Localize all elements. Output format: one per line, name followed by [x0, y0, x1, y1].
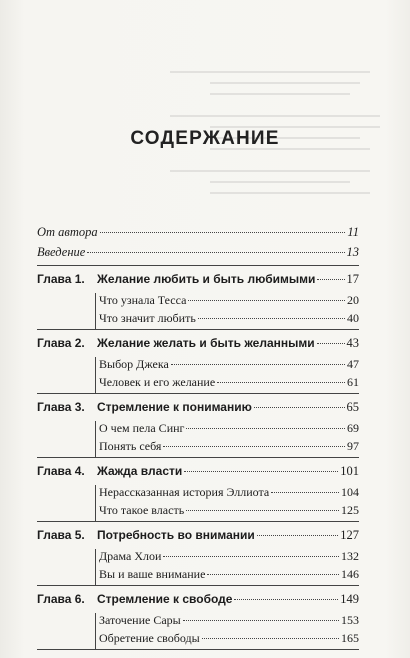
page-title: СОДЕРЖАНИЕ — [130, 128, 280, 149]
divider — [37, 649, 359, 650]
subsection-row — [99, 503, 359, 521]
subsection-label: Человек и его желание — [99, 375, 216, 389]
chapter-page: 127 — [340, 528, 359, 542]
chapter-block — [37, 272, 359, 330]
dot-leader — [234, 599, 338, 600]
chapter-page: 17 — [346, 272, 359, 286]
chapter-heading — [37, 464, 359, 485]
subsection-page: 69 — [347, 421, 359, 435]
toc-front-1 — [37, 245, 359, 265]
subsection-page: 132 — [341, 549, 359, 563]
chapter-title: Желание желать и быть желанными — [97, 336, 315, 350]
subsection-group — [95, 357, 359, 393]
dot-leader — [202, 638, 339, 639]
subsection-row — [99, 439, 359, 457]
subsection-group — [95, 549, 359, 585]
chapter-page: 149 — [340, 592, 359, 606]
chapter-block — [37, 400, 359, 458]
chapter-heading — [37, 400, 359, 421]
chapter-page: 101 — [340, 464, 359, 478]
subsection-group — [95, 613, 359, 649]
dot-leader — [271, 492, 339, 493]
chapter-number: Глава 4. — [37, 464, 85, 478]
dot-leader — [198, 318, 345, 319]
subsection-row — [99, 613, 359, 631]
subsection-label: Обретение свободы — [99, 631, 200, 645]
subsection-label: Что узнала Тесса — [99, 293, 187, 307]
subsection-group — [95, 421, 359, 457]
subsection-label: Выбор Джека — [99, 357, 169, 371]
chapter-number: Глава 6. — [37, 592, 85, 606]
chapter-number: Глава 5. — [37, 528, 85, 542]
subsection-page: 20 — [347, 293, 359, 307]
chapter-heading — [37, 592, 359, 613]
dot-leader — [186, 428, 345, 429]
subsection-row — [99, 375, 359, 393]
dot-leader — [100, 232, 346, 233]
subsection-page: 104 — [341, 485, 359, 499]
subsection-row — [99, 357, 359, 375]
subsection-label: О чем пела Синг — [99, 421, 185, 435]
subsection-row — [99, 631, 359, 649]
subsection-label: Что значит любить — [99, 311, 196, 325]
table-of-contents — [37, 225, 359, 650]
dot-leader — [317, 279, 344, 280]
chapter-block — [37, 336, 359, 394]
divider — [37, 585, 359, 586]
divider — [37, 393, 359, 394]
chapter-number: Глава 2. — [37, 336, 85, 350]
dot-leader — [184, 471, 338, 472]
subsection-page: 61 — [347, 375, 359, 389]
divider — [37, 329, 359, 330]
subsection-row — [99, 549, 359, 567]
dot-leader — [188, 300, 345, 301]
chapter-block — [37, 528, 359, 586]
dot-leader — [163, 446, 345, 447]
toc-front-0 — [37, 225, 359, 245]
subsection-page: 47 — [347, 357, 359, 371]
subsection-row — [99, 567, 359, 585]
chapter-title: Жажда власти — [97, 464, 183, 478]
dot-leader — [87, 252, 344, 253]
dot-leader — [183, 620, 339, 621]
toc-page: 11 — [347, 225, 359, 239]
subsection-row — [99, 485, 359, 503]
chapter-block — [37, 464, 359, 522]
toc-label: Введение — [37, 245, 86, 259]
subsection-label: Нерассказанная история Эллиота — [99, 485, 270, 499]
divider — [37, 265, 359, 266]
subsection-page: 146 — [341, 567, 359, 581]
subsection-page: 97 — [347, 439, 359, 453]
subsection-label: Заточение Сары — [99, 613, 181, 627]
subsection-row — [99, 421, 359, 439]
subsection-row — [99, 293, 359, 311]
subsection-group — [95, 485, 359, 521]
divider — [37, 521, 359, 522]
subsection-label: Драма Хлои — [99, 549, 162, 563]
dot-leader — [186, 510, 339, 511]
toc-page: 13 — [346, 245, 359, 259]
subsection-page: 125 — [341, 503, 359, 517]
chapter-heading — [37, 272, 359, 293]
divider — [37, 457, 359, 458]
dot-leader — [317, 343, 345, 344]
chapter-page: 43 — [346, 336, 359, 350]
subsection-label: Что такое власть — [99, 503, 185, 517]
subsection-row — [99, 311, 359, 329]
subsection-group — [95, 293, 359, 329]
dot-leader — [217, 382, 345, 383]
subsection-page: 165 — [341, 631, 359, 645]
chapter-title: Стремление к свободе — [97, 592, 233, 606]
subsection-label: Вы и ваше внимание — [99, 567, 206, 581]
chapter-heading — [37, 336, 359, 357]
subsection-page: 40 — [347, 311, 359, 325]
chapter-title: Потребность во внимании — [97, 528, 255, 542]
dot-leader — [254, 407, 345, 408]
chapter-title: Стремление к пониманию — [97, 400, 252, 414]
dot-leader — [171, 364, 345, 365]
chapter-title: Желание любить и быть любимыми — [97, 272, 316, 286]
chapter-number: Глава 3. — [37, 400, 85, 414]
dot-leader — [257, 535, 338, 536]
subsection-label: Понять себя — [99, 439, 162, 453]
chapter-number: Глава 1. — [37, 272, 85, 286]
toc-label: От автора — [37, 225, 98, 239]
chapter-block — [37, 592, 359, 650]
dot-leader — [163, 556, 339, 557]
subsection-page: 153 — [341, 613, 359, 627]
chapter-heading — [37, 528, 359, 549]
dot-leader — [207, 574, 339, 575]
chapter-page: 65 — [346, 400, 359, 414]
